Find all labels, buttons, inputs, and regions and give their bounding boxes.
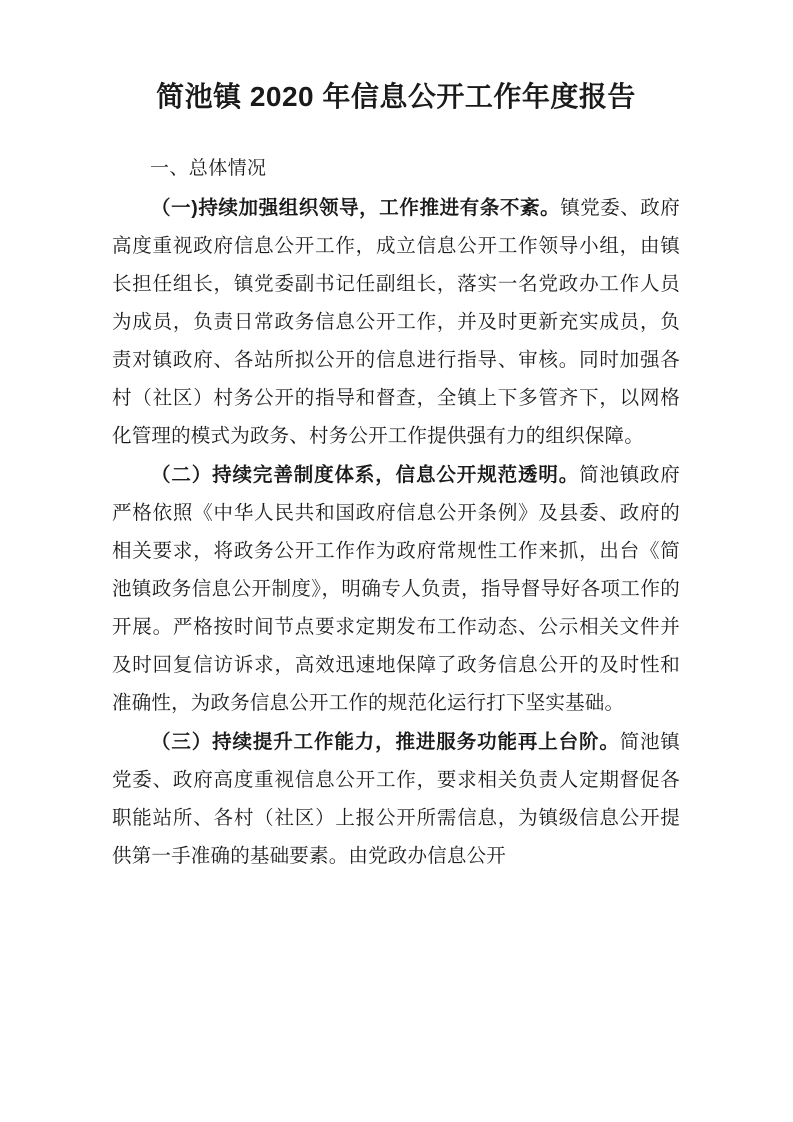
paragraph-lead-3: （三）持续提升工作能力，推进服务功能再上台阶。 bbox=[151, 731, 620, 754]
paragraph-organizational-leadership bbox=[112, 189, 680, 456]
paragraph-service-capability bbox=[112, 723, 680, 876]
paragraph-body-1: 镇党委、政府高度重视政府信息公开工作，成立信息公开工作领导小组，由镇长担任组长，镇党委副书记任副组长，落实一名党政办工作人员为成员，负责日常政务信息公开工作，并及时更新充实成员，负责对镇政府、各站所拟公开的信息进行指导、审核。同时加强各村（社区）村务公开的指导和督查，全镇上下多管齐下，以网格化管理的模式为政务、村务公开工作提供强有力的组织保障。 bbox=[112, 197, 681, 447]
section-heading: 一、总体情况 bbox=[150, 157, 267, 179]
paragraph-body-2: 简池镇政府严格依照《中华人民共和国政府信息公开条例》及县委、政府的相关要求，将政务公开工作作为政府常规性工作来抓，出台《简池镇政务信息公开制度》，明确专人负责，指导督导好各项工作的开展。严格按时间节点要求定期发布工作动态、公示相关文件并及时回复信访诉求，高效迅速地保障了政务信息公开的及时性和准确性，为政务信息公开工作的规范化运行打下坚实基础。 bbox=[112, 464, 680, 715]
paragraph-lead-1: （一)持续加强组织领导，工作推进有条不紊。 bbox=[151, 196, 561, 219]
paragraph-body-3: 简池镇党委、政府高度重视信息公开工作，要求相关负责人定期督促各职能站所、各村（社区）上报公开所需信息，为镇级信息公开提供第一手准确的基础要素。由党政办信息公开 bbox=[112, 732, 680, 868]
paragraph-lead-2: （二）持续完善制度体系，信息公开规范透明。 bbox=[151, 463, 580, 486]
page-title: 简池镇 2020 年信息公开工作年度报告 bbox=[156, 81, 636, 112]
section-overall-situation bbox=[112, 150, 680, 876]
paragraph-institutional-system bbox=[112, 456, 680, 723]
page-content bbox=[112, 78, 680, 876]
